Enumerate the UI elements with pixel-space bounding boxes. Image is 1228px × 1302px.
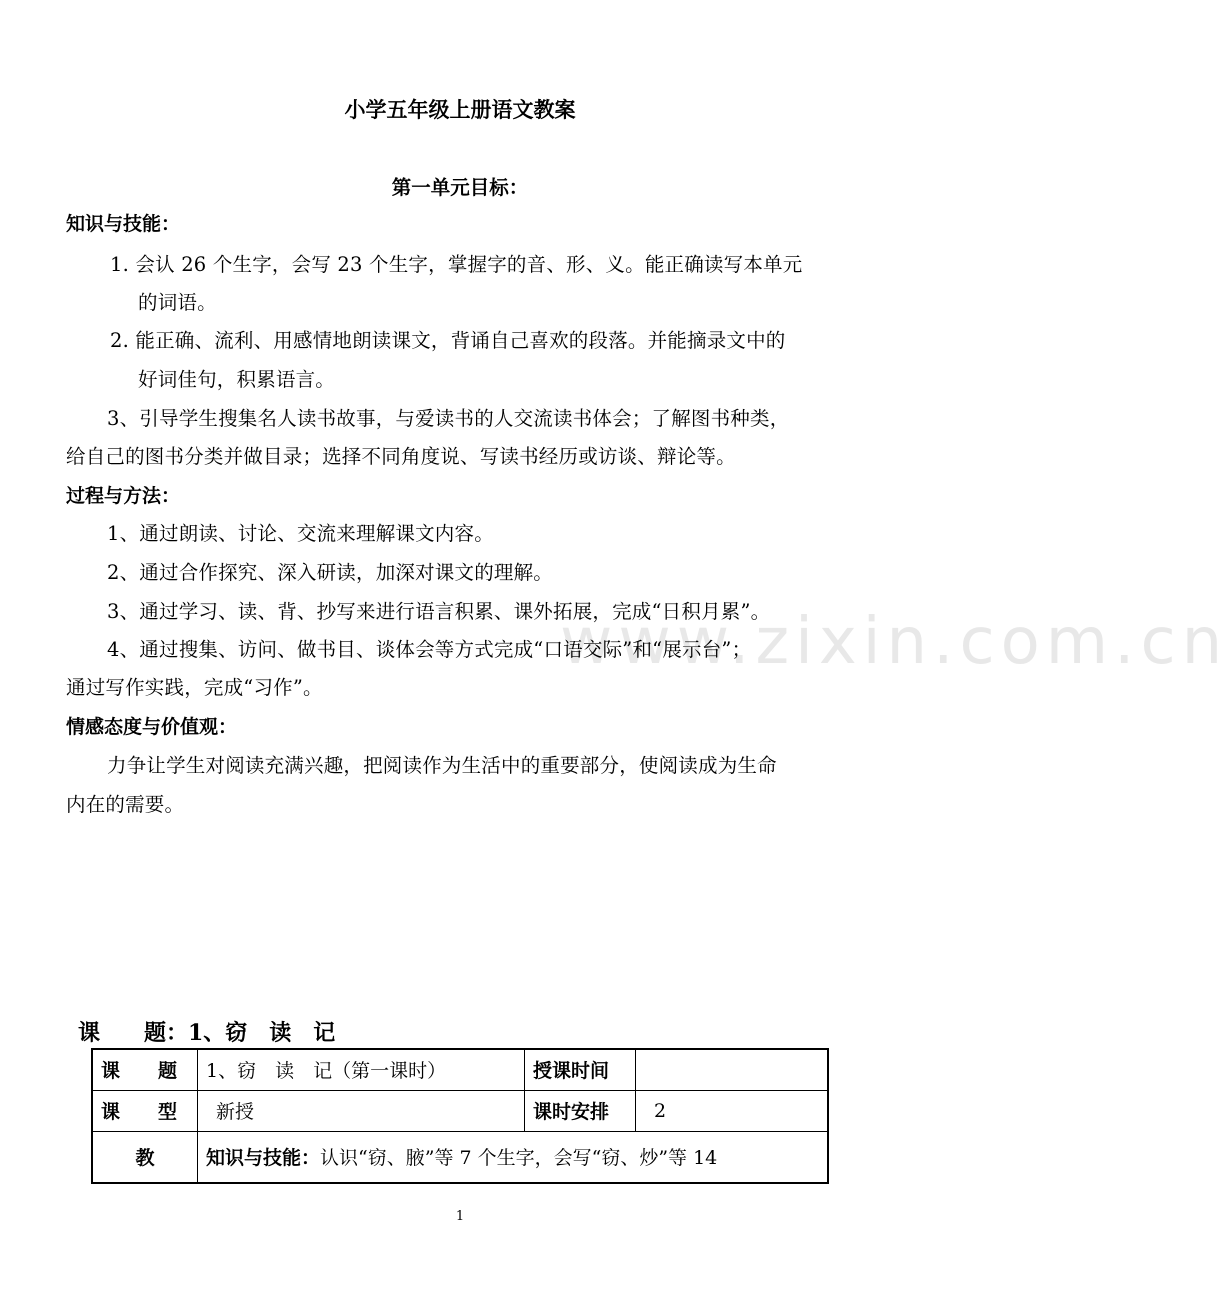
table-cell-value: 2 [636,1090,829,1131]
table-row [92,1131,828,1183]
objective-label: 知识与技能： [206,1147,321,1170]
process-item-2: 2、通过合作探究、深入研读，加深对课文的理解。 [107,561,554,584]
knowledge-item-2-line-1: 2. 能正确、流利、用感情地朗读课文，背诵自己喜欢的段落。并能摘录文中的 [110,329,786,352]
knowledge-item-2-line-2: 好词佳句，积累语言。 [138,368,336,391]
table-cell-value: 新授 [198,1090,525,1131]
table-cell-label: 课 题 [92,1049,198,1090]
table-cell-label: 授课时间 [525,1049,636,1090]
process-item-3: 3、通过学习、读、背、抄写来进行语言积累、课外拓展，完成“日积月累”。 [107,600,771,623]
section-heading-knowledge: 知识与技能： [66,213,181,235]
knowledge-item-3-line-2: 给自己的图书分类并做目录；选择不同角度说、写读书经历或访谈、辩论等。 [66,445,736,468]
unit-title: 第一单元目标： [391,176,529,199]
table-cell-label: 课时安排 [525,1090,636,1131]
table-cell-value [198,1131,829,1183]
lesson-table [91,1048,829,1184]
table-cell-value: 1、窃 读 记（第一课时） [198,1049,525,1090]
section-heading-process: 过程与方法： [66,485,181,507]
table-row [92,1090,828,1131]
process-item-4-line-1: 4、通过搜集、访问、做书目、谈体会等方式完成“口语交际”和“展示台”； [107,638,752,661]
table-cell-label: 课 型 [92,1090,198,1131]
attitude-line-2: 内在的需要。 [66,793,185,816]
lesson-heading: 课 题：1、窃 读 记 [78,1020,336,1046]
knowledge-item-1-line-1: 1. 会认 26 个生字，会写 23 个生字，掌握字的音、形、义。能正确读写本单元 [110,253,803,276]
objective-text: 认识“窃、腋”等 7 个生字，会写“窃、炒”等 14 [320,1147,718,1170]
table-cell-value [636,1049,829,1090]
attitude-line-1: 力争让学生对阅读充满兴趣，把阅读作为生活中的重要部分，使阅读成为生命 [107,754,777,777]
section-heading-attitude: 情感态度与价值观： [66,716,238,738]
knowledge-item-3-line-1: 3、引导学生搜集名人读书故事，与爱读书的人交流读书体会；了解图书种类， [107,407,790,430]
knowledge-item-1-line-2: 的词语。 [138,291,217,314]
watermark: www.zixin.com.cn [560,605,1228,679]
document-title: 小学五年级上册语文教案 [344,98,576,122]
table-cell-label: 教 [92,1131,198,1183]
process-item-1: 1、通过朗读、讨论、交流来理解课文内容。 [107,522,494,545]
page-number: 1 [455,1209,465,1224]
table-row [92,1049,828,1090]
process-item-4-line-2: 通过写作实践，完成“习作”。 [66,676,323,699]
